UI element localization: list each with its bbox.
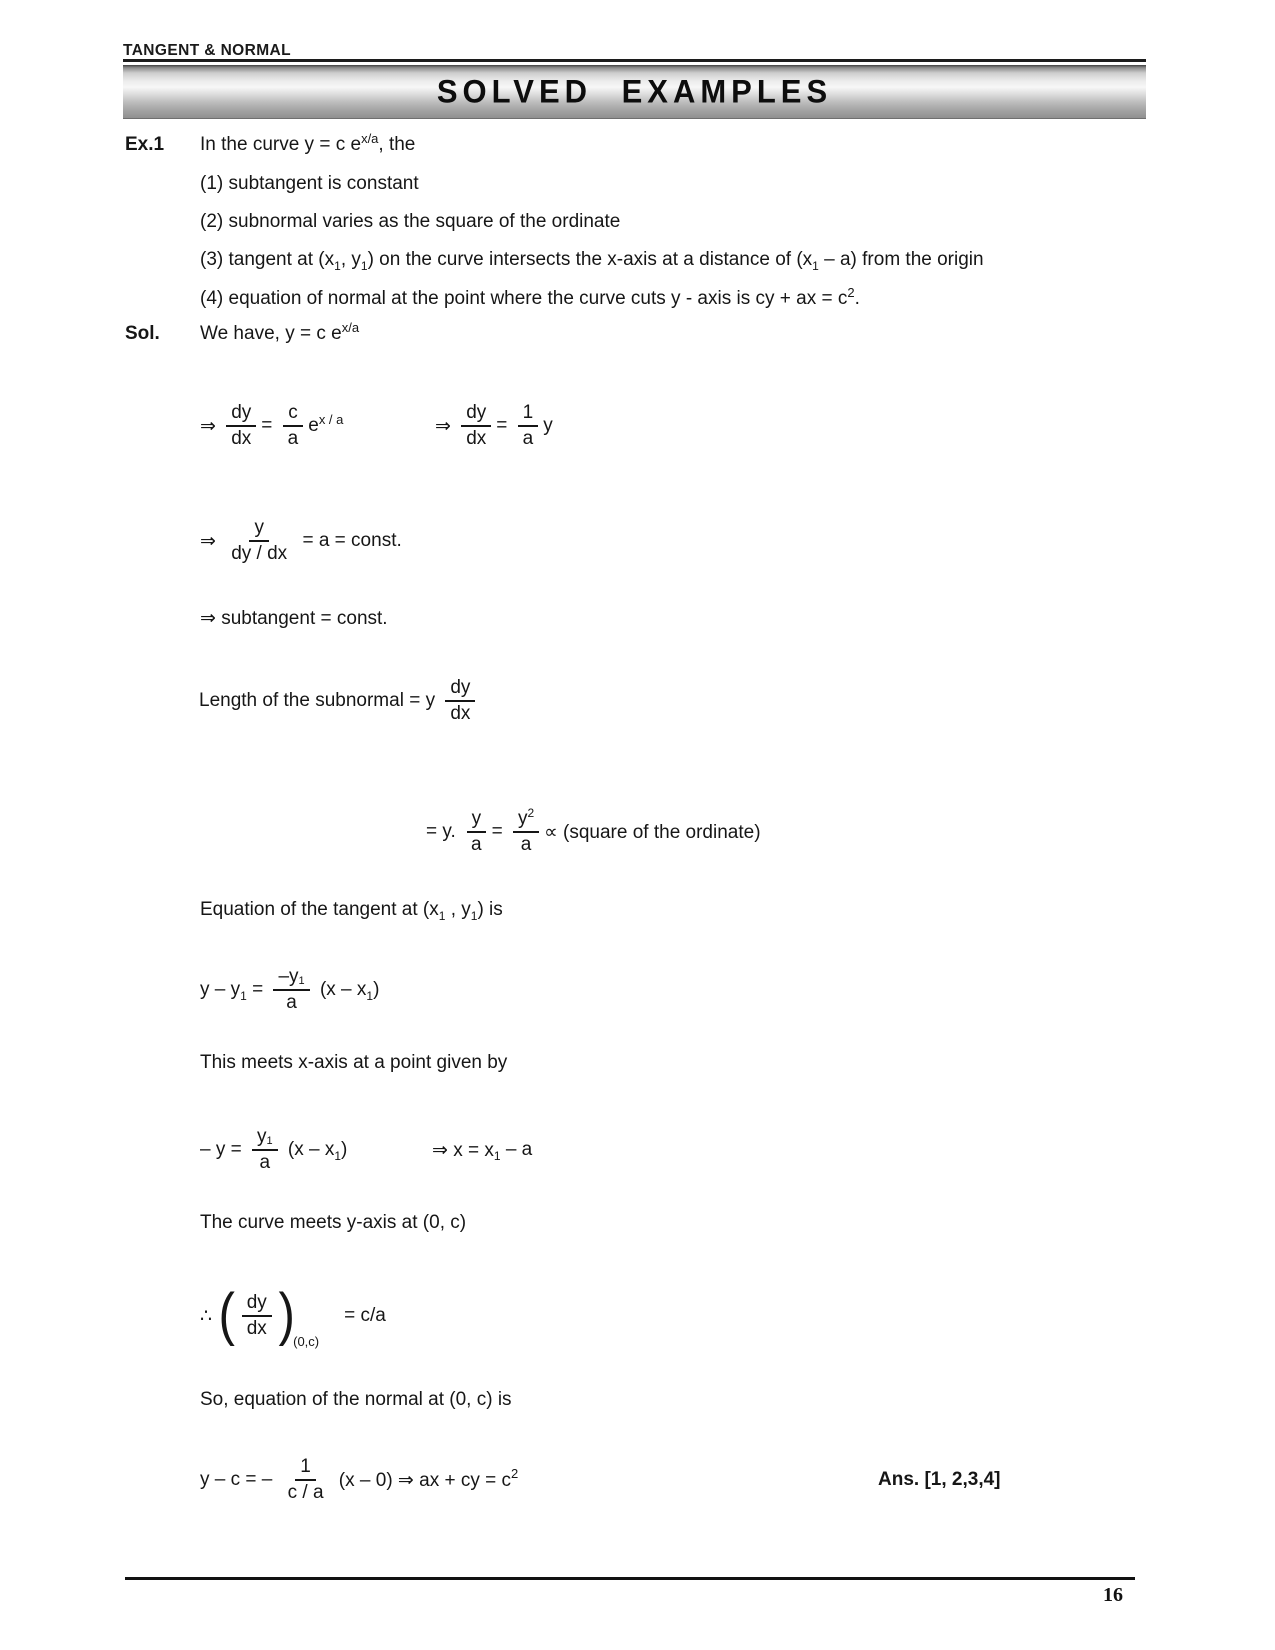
tangent-equation: y – y 1 = –y 1 a (x – x 1 ) (200, 966, 380, 1013)
answer-text: Ans. [1, 2,3,4] (878, 1469, 1001, 1490)
chapter-title: TANGENT & NORMAL (123, 42, 291, 59)
section-banner (123, 65, 1146, 119)
footer-rule (125, 1577, 1135, 1580)
section-banner-title: SOLVED EXAMPLES (436, 72, 833, 110)
x-intercept-result: ⇒ x = x 1 – a (432, 1139, 533, 1163)
example-stem: In the curve y = c e x/a , the (200, 130, 416, 155)
meets-y-axis-text: The curve meets y-axis at (0, c) (200, 1212, 467, 1233)
option-1: (1) subtangent is constant (200, 173, 419, 194)
solution-intro: We have, y = c e x/a (200, 319, 360, 344)
option-4: (4) equation of normal at the point where the curve cuts y - axis is cy + ax = c 2 . (200, 284, 860, 309)
page-number: 16 (1103, 1584, 1123, 1606)
subtangent-fraction: ⇒ $\frac{y}{dy / dx}$ = a = const. (200, 517, 402, 564)
subtangent-const: ⇒ subtangent = const. (200, 607, 388, 629)
derivation-dydx-y: ⇒ $\frac{dy}{dx}$ = $\frac{1}{a}$ y (435, 402, 553, 449)
subnormal-square: = y. $\frac{y}{a}$ = y 2 a ∝ (square of the ordinate) (426, 806, 761, 855)
x-intercept-equation: – y = y 1 a (x – x 1 ) (200, 1126, 348, 1173)
normal-intro: So, equation of the normal at (0, c) is (200, 1389, 512, 1410)
solution-label: Sol. (125, 323, 160, 344)
subnormal-length: Length of the subnormal = y $\frac{dy}{dx}$ (199, 676, 480, 726)
title-underline (123, 59, 1146, 62)
option-3: (3) tangent at (x 1 , y 1 ) on the curve intersects the x-axis at a distance of (x 1 – a) from the origin (200, 249, 984, 273)
example-label: Ex.1 (125, 134, 165, 155)
normal-equation: y – c = – $\frac{1}{c / a}$ (x – 0) ⇒ ax + cy = c 2 (200, 1456, 519, 1503)
derivation-dydx-exponential: ⇒ $\frac{dy}{dx}$ = $\frac{c}{a}$ e x / a (200, 402, 344, 449)
meets-x-axis-text: This meets x-axis at a point given by (200, 1052, 508, 1073)
tangent-equation-intro: Equation of the tangent at (x 1 , y 1 ) is (200, 899, 503, 923)
slope-at-origin-c: ∴ ( $\frac{dy}{dx}$ ) (0,c) = c/a (200, 1282, 386, 1349)
option-2: (2) subnormal varies as the square of the ordinate (200, 211, 621, 232)
